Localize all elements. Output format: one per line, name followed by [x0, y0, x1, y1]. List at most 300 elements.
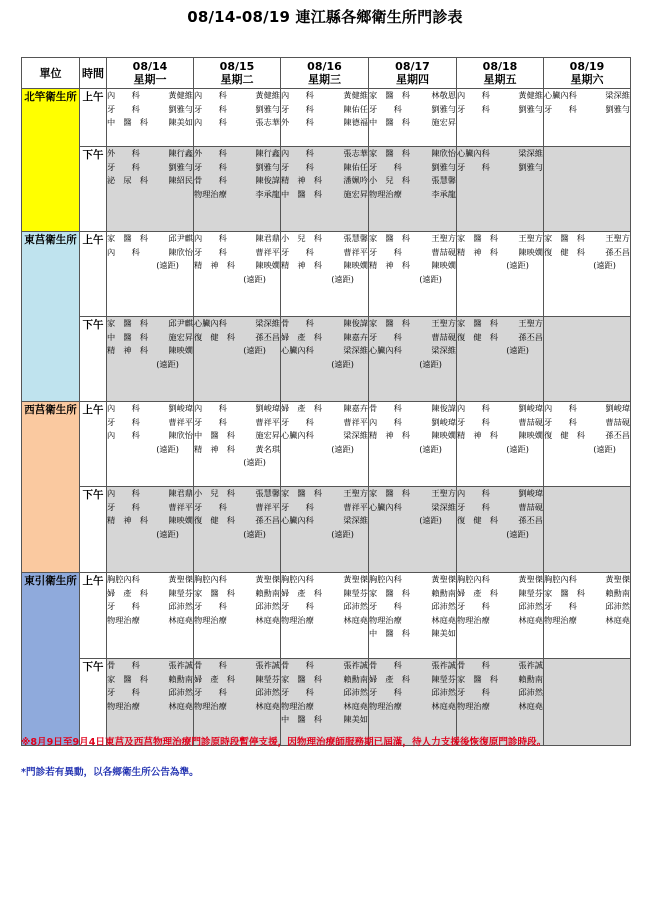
department: 家 醫 科 — [544, 587, 585, 598]
clinic-entry — [457, 673, 543, 687]
doctor-name: 曹喆硯 — [518, 501, 543, 512]
day-weekday: 星期六 — [570, 73, 604, 86]
doctor-name: 陳映嫺 — [168, 345, 193, 356]
clinic-entry — [194, 700, 280, 714]
doctor-name: 林敬恩 — [431, 90, 456, 100]
schedule-cell — [457, 147, 544, 232]
doctor-name: 黃聖傑 — [518, 574, 543, 584]
remote-tag: (遠距) — [243, 457, 266, 468]
unit-name: 東引衛生所 — [22, 573, 80, 746]
clinic-entry — [544, 232, 630, 246]
doctor-name: 劉雅勻 — [255, 161, 280, 172]
clinic-entry — [194, 331, 280, 345]
remote-tag: (遠距) — [156, 358, 179, 369]
schedule-cell — [457, 487, 544, 573]
doctor-name: 梁深維 — [518, 148, 543, 158]
doctor-name: 王聖方 — [605, 233, 630, 243]
clinic-entry — [281, 344, 368, 358]
clinic-entry — [107, 89, 193, 103]
department: 牙 科 — [194, 687, 227, 698]
clinic-entry — [194, 514, 280, 528]
clinic-entry — [194, 501, 280, 515]
doctor-name: 林庭堯 — [168, 700, 193, 711]
clinic-entry — [194, 443, 280, 457]
department: 牙 科 — [107, 687, 140, 698]
schedule-row — [22, 147, 631, 232]
doctor-name: 賴勳南 — [518, 673, 543, 684]
department: 內 科 — [544, 403, 577, 413]
doctor-name: 曹祥平 — [168, 501, 193, 512]
clinic-entry — [107, 147, 193, 161]
clinic-entry — [369, 673, 456, 687]
clinic-entry — [281, 713, 368, 727]
change-notice: *門診若有異動，以各鄉衛生所公告為準。 — [21, 767, 199, 778]
doctor-name: 王聖方 — [343, 488, 368, 498]
clinic-entry — [281, 402, 368, 416]
department: 中 醫 科 — [369, 628, 410, 639]
remote-tag: (遠距) — [419, 273, 442, 284]
remote-tag: (遠距) — [156, 443, 179, 454]
clinic-entry — [194, 116, 280, 130]
department: 精 神 科 — [281, 260, 322, 271]
department: 復 健 科 — [457, 331, 498, 342]
doctor-name: 邱沛然 — [431, 687, 456, 698]
schedule-cell — [457, 317, 544, 402]
schedule-cell — [281, 147, 369, 232]
schedule-cell — [107, 317, 194, 402]
schedule-cell — [194, 402, 281, 487]
remote-tag: (遠距) — [243, 345, 266, 356]
clinic-entry — [457, 686, 543, 700]
department: 骨 科 — [281, 660, 314, 670]
doctor-name: 賴勳南 — [168, 673, 193, 684]
clinic-entry — [107, 331, 193, 345]
department: 內 科 — [194, 90, 227, 100]
schedule-row — [22, 402, 631, 487]
day-header — [544, 58, 631, 89]
clinic-entry — [281, 429, 368, 443]
department: 外 科 — [281, 117, 314, 128]
clinic-entry — [369, 246, 456, 260]
doctor-name: 王聖方 — [431, 233, 456, 243]
remote-tag: (遠距) — [506, 260, 529, 271]
department: 牙 科 — [194, 601, 227, 612]
remote-tag: (遠距) — [506, 528, 529, 539]
schedule-cell — [194, 147, 281, 232]
unit-name: 西莒衛生所 — [22, 402, 80, 573]
doctor-name: 王聖方 — [518, 318, 543, 328]
department: 精 神 科 — [194, 260, 235, 271]
doctor-name: 陳俊諱 — [343, 318, 368, 328]
doctor-name: 施宏昇 — [343, 188, 368, 199]
clinic-entry — [281, 161, 368, 175]
doctor-name: 邱沛然 — [518, 601, 543, 612]
department: 心臟內科 — [281, 515, 314, 526]
department: 精 神 科 — [194, 443, 235, 454]
department: 骨 科 — [281, 318, 314, 328]
clinic-entry — [457, 514, 543, 528]
day-date: 08/15 — [219, 60, 255, 73]
doctor-name: 劉峻瑋 — [518, 403, 543, 413]
schedule-cell — [107, 402, 194, 487]
schedule-cell — [457, 573, 544, 659]
page-title: 08/14-08/19 連江縣各鄉衛生所門診表 — [187, 8, 463, 26]
clinic-entry — [281, 487, 368, 501]
clinic-entry — [457, 659, 543, 673]
clinic-entry — [457, 89, 543, 103]
doctor-name: 邱尹麒 — [168, 318, 193, 328]
doctor-name: 黃健維 — [255, 90, 280, 100]
clinic-entry — [369, 259, 456, 273]
clinic-entry — [194, 147, 280, 161]
schedule-cell — [369, 147, 457, 232]
period-label: 上午 — [80, 402, 107, 487]
clinic-entry — [544, 573, 630, 587]
schedule-cell — [281, 232, 369, 317]
clinic-entry — [369, 700, 456, 714]
clinic-entry — [107, 501, 193, 515]
doctor-name: 林庭堯 — [255, 700, 280, 711]
clinic-entry — [107, 700, 193, 714]
department: 婦 產 科 — [194, 673, 235, 684]
department: 牙 科 — [369, 331, 402, 342]
department: 內 科 — [194, 117, 227, 128]
doctor-name: 劉峻瑋 — [255, 403, 280, 413]
schedule-cell — [281, 487, 369, 573]
department: 家 醫 科 — [194, 587, 235, 598]
doctor-name: 劉雅勻 — [518, 161, 543, 172]
department: 家 醫 科 — [369, 587, 410, 598]
clinic-entry — [369, 416, 456, 430]
department: 骨 科 — [194, 175, 227, 186]
notes — [21, 732, 633, 782]
doctor-name: 黃健維 — [343, 90, 368, 100]
clinic-entry — [107, 161, 193, 175]
doctor-name: 陳映嫺 — [518, 246, 543, 257]
clinic-entry — [544, 246, 630, 260]
doctor-name: 曹喆硯 — [518, 416, 543, 427]
remote-tag: (遠距) — [419, 515, 442, 526]
doctor-name: 曹喆硯 — [431, 246, 456, 257]
clinic-entry — [369, 402, 456, 416]
doctor-name: 梁深維 — [431, 345, 456, 356]
department: 外 科 — [107, 148, 140, 158]
doctor-name: 邱沛然 — [431, 601, 456, 612]
clinic-entry — [107, 232, 193, 246]
department: 中 醫 科 — [281, 714, 322, 725]
clinic-entry — [457, 331, 543, 345]
department: 牙 科 — [281, 161, 314, 172]
clinic-entry — [457, 147, 543, 161]
doctor-name: 黃健維 — [168, 90, 193, 100]
department: 物理治療 — [369, 700, 402, 711]
clinic-entry — [107, 600, 193, 614]
doctor-name: 陳紹民 — [168, 175, 193, 186]
department: 心臟內科 — [457, 148, 490, 158]
department: 骨 科 — [457, 660, 490, 670]
doctor-name: 張志華 — [255, 117, 280, 128]
department: 物理治療 — [457, 614, 490, 625]
clinic-entry — [194, 402, 280, 416]
doctor-name: 曹祥平 — [343, 416, 368, 427]
clinic-entry — [107, 174, 193, 188]
department: 牙 科 — [281, 103, 314, 114]
clinic-entry — [369, 147, 456, 161]
schedule-cell — [281, 317, 369, 402]
doctor-name: 曹祥平 — [343, 246, 368, 257]
department: 牙 科 — [281, 246, 314, 257]
department: 物理治療 — [194, 700, 227, 711]
department: 內 科 — [107, 488, 140, 498]
remote-tag: (遠距) — [593, 443, 616, 454]
doctor-name: 黃聖傑 — [431, 574, 456, 584]
clinic-entry — [369, 587, 456, 601]
clinic-entry — [457, 614, 543, 628]
department: 內 科 — [457, 403, 490, 413]
doctor-name: 梁深維 — [343, 345, 368, 356]
schedule-cell — [194, 487, 281, 573]
department: 婦 產 科 — [107, 587, 148, 598]
department: 牙 科 — [194, 161, 227, 172]
department: 中 醫 科 — [107, 117, 148, 128]
department: 內 科 — [107, 90, 140, 100]
clinic-entry — [194, 246, 280, 260]
doctor-name: 施宏昇 — [255, 430, 280, 441]
doctor-name: 陳瑩芬 — [168, 587, 193, 598]
doctor-name: 孫丕昌 — [605, 246, 630, 257]
doctor-name: 邱沛然 — [168, 601, 193, 612]
clinic-entry — [281, 317, 368, 331]
clinic-entry — [457, 246, 543, 260]
doctor-name: 陳嘉卉 — [343, 403, 368, 413]
doctor-name: 陳嘉卉 — [343, 331, 368, 342]
doctor-name: 劉峻瑋 — [518, 488, 543, 498]
department: 精 神 科 — [369, 260, 410, 271]
department: 牙 科 — [457, 501, 490, 512]
doctor-name: 陳行鑫 — [255, 148, 280, 158]
clinic-entry — [107, 429, 193, 443]
doctor-name: 曹祥平 — [168, 416, 193, 427]
doctor-name: 劉雅勻 — [168, 103, 193, 114]
department: 物理治療 — [107, 614, 140, 625]
department: 牙 科 — [544, 416, 577, 427]
clinic-entry — [281, 416, 368, 430]
department: 牙 科 — [369, 161, 402, 172]
clinic-entry — [281, 614, 368, 628]
department: 內 科 — [107, 246, 140, 257]
clinic-entry — [194, 686, 280, 700]
doctor-name: 陳佑任 — [343, 161, 368, 172]
department: 小 兒 科 — [369, 175, 410, 186]
department: 物理治療 — [457, 700, 490, 711]
doctor-name: 孫丕昌 — [255, 331, 280, 342]
clinic-entry — [457, 317, 543, 331]
department: 物理治療 — [194, 614, 227, 625]
clinic-entry — [369, 232, 456, 246]
department: 心臟內科 — [369, 345, 402, 356]
doctor-name: 陳瑩芬 — [343, 587, 368, 598]
department: 胸腔內科 — [544, 574, 577, 584]
schedule-cell — [457, 232, 544, 317]
doctor-name: 曹祥平 — [255, 246, 280, 257]
clinic-entry — [281, 188, 368, 202]
doctor-name: 陳映嫺 — [343, 260, 368, 271]
clinic-entry — [369, 686, 456, 700]
doctor-name: 張慧馨 — [431, 175, 456, 186]
clinic-entry — [107, 514, 193, 528]
day-weekday: 星期四 — [396, 73, 429, 86]
doctor-name: 曹喆硯 — [605, 416, 630, 427]
doctor-name: 陳俊諱 — [255, 175, 280, 186]
clinic-entry — [194, 573, 280, 587]
doctor-name: 邱沛然 — [605, 601, 630, 612]
department: 牙 科 — [457, 687, 490, 698]
doctor-name: 黃聖傑 — [255, 574, 280, 584]
doctor-name: 曹喆硯 — [431, 331, 456, 342]
schedule-row — [22, 573, 631, 659]
department: 婦 產 科 — [281, 403, 322, 413]
department: 牙 科 — [194, 246, 227, 257]
doctor-name: 邱沛然 — [343, 687, 368, 698]
department: 物理治療 — [281, 700, 314, 711]
department: 家 醫 科 — [457, 318, 498, 328]
remote-tag: (遠距) — [331, 358, 354, 369]
clinic-entry — [369, 89, 456, 103]
department: 小 兒 科 — [281, 233, 322, 243]
department: 婦 產 科 — [369, 673, 410, 684]
clinic-entry — [281, 259, 368, 273]
department: 骨 科 — [107, 660, 140, 670]
department: 牙 科 — [457, 601, 490, 612]
clinic-entry — [107, 686, 193, 700]
clinic-entry — [107, 673, 193, 687]
period-label: 下午 — [80, 487, 107, 573]
schedule-row — [22, 317, 631, 402]
department: 牙 科 — [281, 687, 314, 698]
doctor-name: 劉峻瑋 — [431, 416, 456, 427]
schedule-cell — [107, 232, 194, 317]
doctor-name: 陳映嫺 — [431, 430, 456, 441]
department: 胸腔內科 — [107, 574, 140, 584]
doctor-name: 陳欣怡 — [168, 430, 193, 441]
doctor-name: 林庭堯 — [343, 614, 368, 625]
doctor-name: 林庭堯 — [343, 700, 368, 711]
department: 婦 產 科 — [281, 587, 322, 598]
doctor-name: 林庭堯 — [431, 614, 456, 625]
department: 物理治療 — [369, 188, 402, 199]
remote-tag: (遠距) — [156, 528, 179, 539]
schedule-cell — [369, 232, 457, 317]
department: 牙 科 — [107, 161, 140, 172]
department: 牙 科 — [457, 416, 490, 427]
department: 家 醫 科 — [544, 233, 585, 243]
doctor-name: 王聖方 — [431, 318, 456, 328]
doctor-name: 林庭堯 — [168, 614, 193, 625]
remote-tag: (遠距) — [506, 443, 529, 454]
clinic-entry — [544, 600, 630, 614]
doctor-name: 梁深維 — [605, 90, 630, 100]
remote-tag: (遠距) — [331, 528, 354, 539]
clinic-entry — [107, 416, 193, 430]
schedule-row — [22, 89, 631, 147]
clinic-entry — [369, 659, 456, 673]
department: 婦 產 科 — [281, 331, 322, 342]
clinic-entry — [281, 331, 368, 345]
doctor-name: 陳映嫺 — [168, 515, 193, 526]
clinic-entry — [281, 514, 368, 528]
department: 心臟內科 — [544, 90, 577, 100]
department: 家 醫 科 — [369, 318, 410, 328]
clinic-entry — [194, 659, 280, 673]
doctor-name: 劉雅勻 — [255, 103, 280, 114]
department: 心臟內科 — [281, 345, 314, 356]
doctor-name: 邱沛然 — [168, 687, 193, 698]
clinic-entry — [544, 402, 630, 416]
department: 內 科 — [194, 233, 227, 243]
department: 牙 科 — [457, 161, 490, 172]
remote-tag: (遠距) — [506, 345, 529, 356]
department: 精 神 科 — [457, 430, 498, 441]
schedule-cell — [281, 402, 369, 487]
doctor-name: 賴勳南 — [431, 587, 456, 598]
schedule-cell — [107, 89, 194, 147]
clinic-entry — [281, 673, 368, 687]
clinic-entry — [544, 429, 630, 443]
department: 牙 科 — [107, 601, 140, 612]
clinic-entry — [107, 614, 193, 628]
department: 內 科 — [194, 403, 227, 413]
department: 復 健 科 — [194, 515, 235, 526]
doctor-name: 張慧馨 — [343, 233, 368, 243]
department: 骨 科 — [194, 660, 227, 670]
doctor-name: 陳美如 — [168, 117, 193, 128]
day-date: 08/14 — [132, 60, 168, 73]
doctor-name: 邱沛然 — [518, 687, 543, 698]
schedule-row — [22, 487, 631, 573]
day-date: 08/17 — [395, 60, 430, 73]
schedule-cell — [457, 402, 544, 487]
doctor-name: 賴勳南 — [255, 587, 280, 598]
remote-tag: (遠距) — [331, 443, 354, 454]
remote-tag: (遠距) — [419, 443, 442, 454]
doctor-name: 張祚誠 — [343, 660, 368, 670]
schedule-cell — [281, 89, 369, 147]
doctor-name: 劉雅勻 — [605, 103, 630, 114]
doctor-name: 黃名琪 — [255, 443, 280, 454]
clinic-entry — [457, 103, 543, 117]
department: 牙 科 — [194, 416, 227, 427]
doctor-name: 陳德福 — [343, 117, 368, 128]
department: 內 科 — [369, 416, 402, 427]
doctor-name: 黃聖傑 — [605, 574, 630, 584]
day-date: 08/16 — [307, 60, 342, 73]
schedule-cell — [107, 573, 194, 659]
clinic-entry — [281, 686, 368, 700]
doctor-name: 潘姵吟 — [343, 175, 368, 186]
clinic-entry — [369, 174, 456, 188]
remote-tag: (遠距) — [243, 528, 266, 539]
day-header — [281, 58, 369, 89]
department: 內 科 — [457, 90, 490, 100]
clinic-entry — [107, 103, 193, 117]
clinic-entry — [281, 147, 368, 161]
schedule-cell — [544, 232, 631, 317]
doctor-name: 曹祥平 — [343, 501, 368, 512]
clinic-entry — [194, 614, 280, 628]
department: 牙 科 — [194, 501, 227, 512]
clinic-entry — [457, 587, 543, 601]
day-weekday: 星期三 — [308, 73, 341, 86]
